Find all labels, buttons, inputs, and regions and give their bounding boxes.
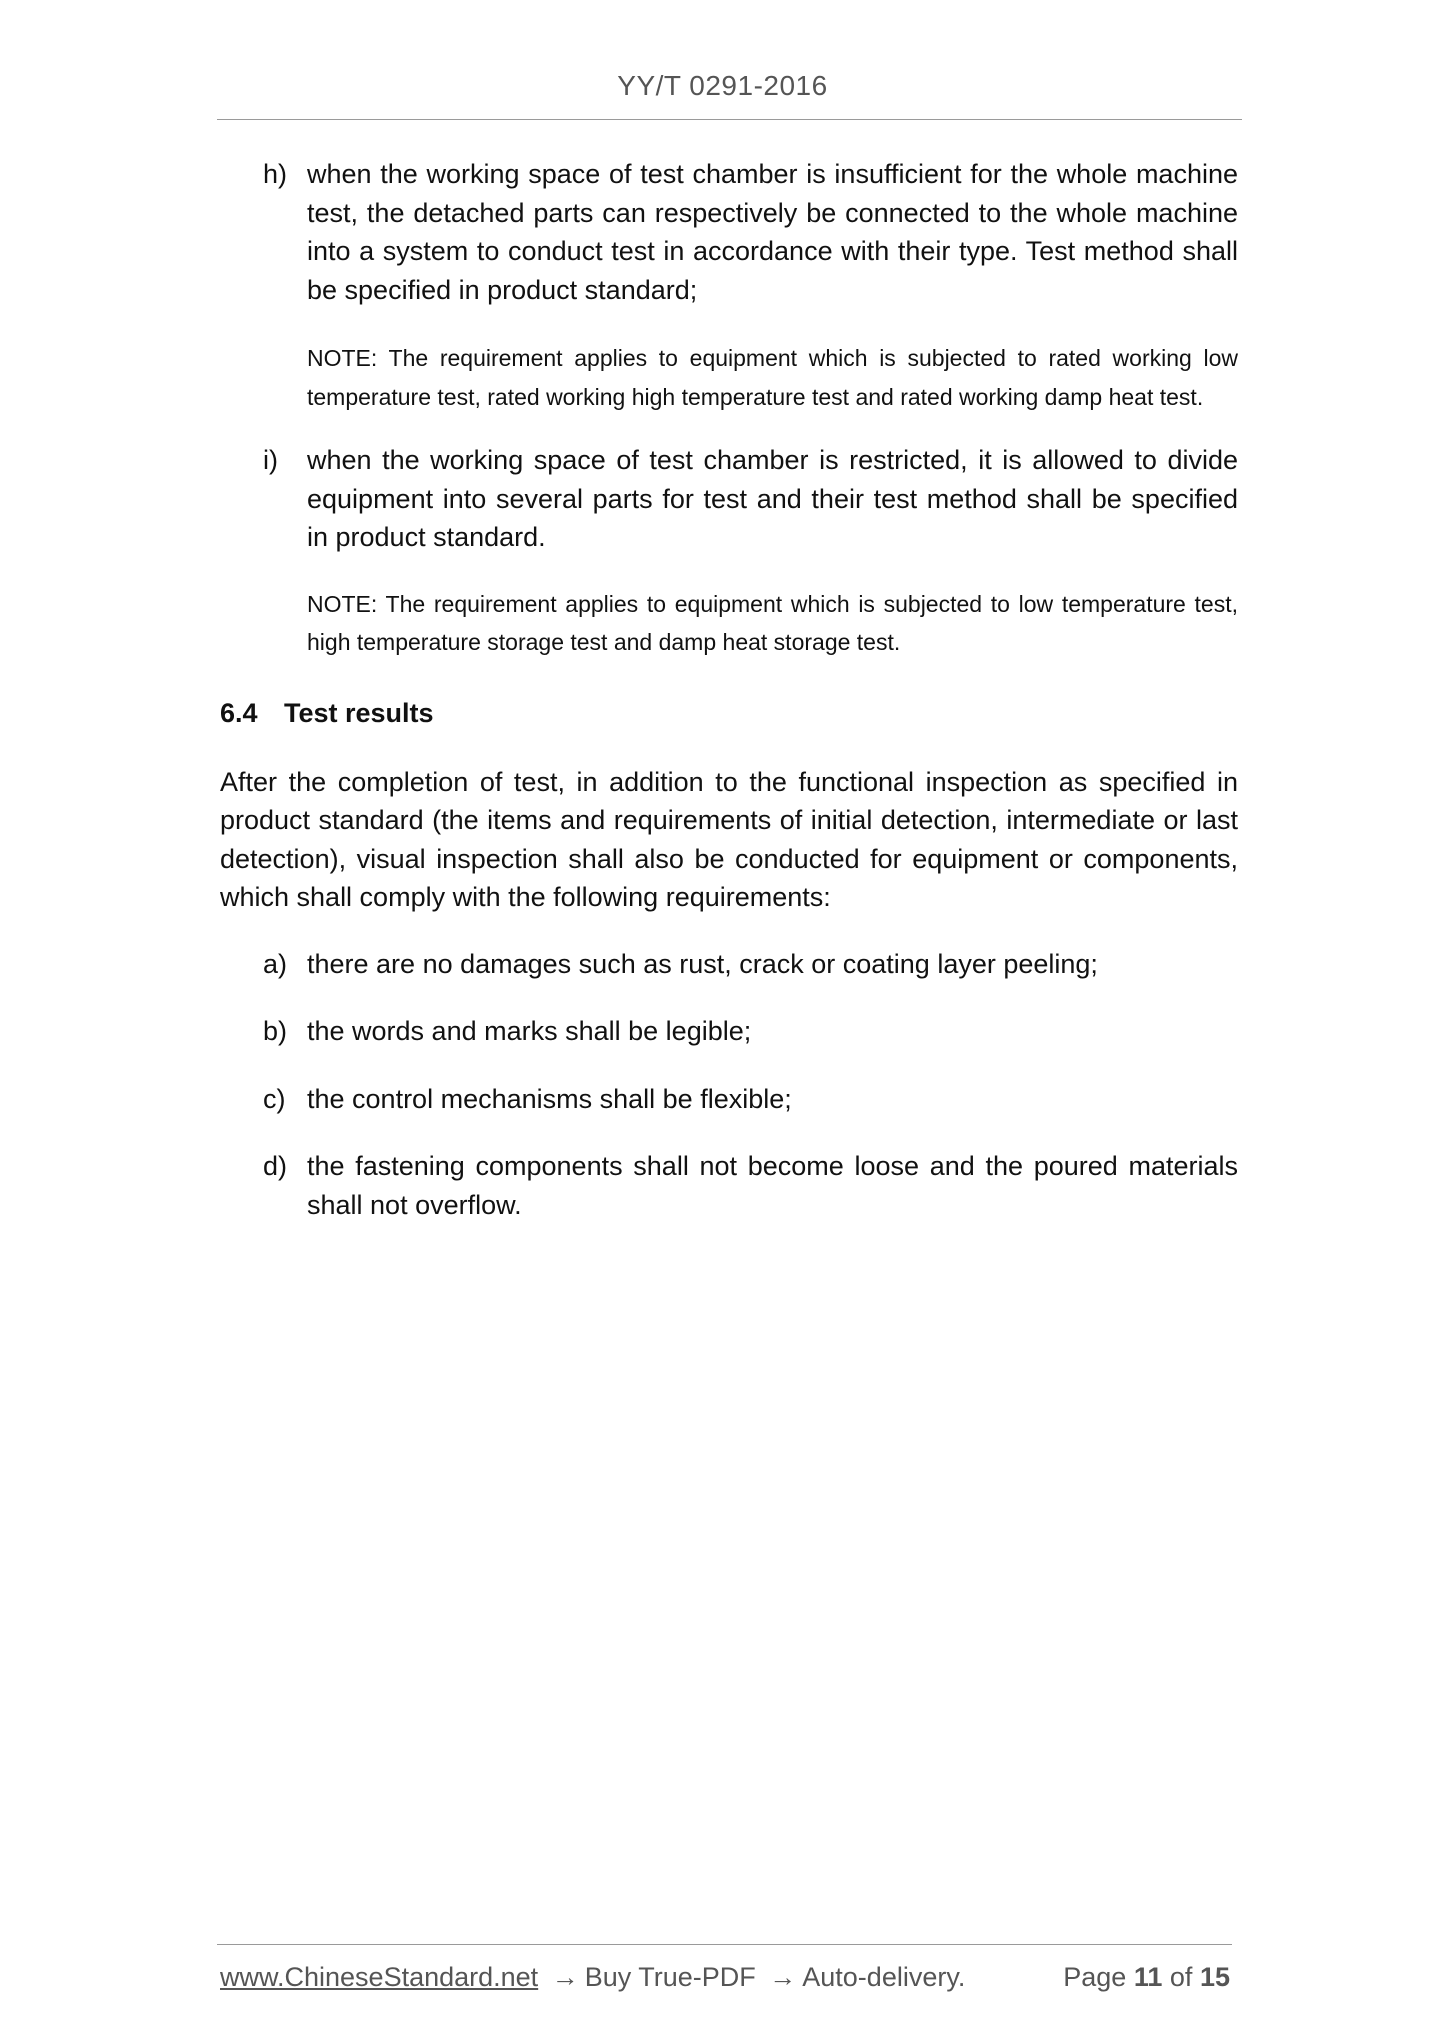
website-link[interactable]: www.ChineseStandard.net	[220, 1962, 539, 1992]
note-h: NOTE: The requirement applies to equipment which is subjected to rated working low temperature test, rated working high temperature test and rated working damp heat test.	[307, 345, 1238, 410]
list-marker: d)	[263, 1151, 288, 1181]
document-body	[220, 155, 1238, 1224]
list-item-h	[220, 155, 1238, 309]
list-item-d	[220, 1147, 1238, 1224]
page-label: Page	[1063, 1962, 1127, 1992]
footer-divider	[217, 1944, 1232, 1945]
buy-text: Buy True-PDF	[584, 1962, 756, 1992]
list-marker: b)	[263, 1016, 288, 1046]
list-item-text: the control mechanisms shall be flexible;	[307, 1083, 792, 1114]
list-item-text: the words and marks shall be legible;	[307, 1016, 752, 1046]
page-indicator	[1063, 1962, 1230, 1993]
document-header-title: YY/T 0291-2016	[617, 70, 828, 101]
page-current: 11	[1133, 1962, 1163, 1992]
section-heading	[220, 694, 1238, 732]
list-marker: h)	[263, 159, 288, 189]
list-item-c	[220, 1080, 1238, 1119]
list-item-i	[220, 441, 1238, 557]
list-item-a	[220, 945, 1238, 984]
list-item-text: there are no damages such as rust, crack or coating layer peeling;	[307, 948, 1098, 979]
list-item-text: when the working space of test chamber is insufficient for the whole machine test, the detached parts can respectively be connected to the whole machine into a system to conduct test in accordance with their type. Test method shall be specified in product standard;	[307, 159, 1238, 305]
list-marker: i)	[263, 445, 278, 475]
arrow-right-icon: →	[769, 1962, 797, 1992]
section-title: Test results	[284, 697, 434, 728]
list-item-text: when the working space of test chamber is restricted, it is allowed to divide equipment into several parts for test and their test method shall be specified in product standard.	[307, 445, 1238, 552]
section-number: 6.4	[220, 697, 258, 728]
page-of: of	[1169, 1962, 1193, 1992]
page-footer	[220, 1962, 1230, 1993]
note-i: NOTE: The requirement applies to equipment which is subjected to low temperature test, high temperature storage test and damp heat storage test.	[307, 590, 1238, 655]
arrow-right-icon: →	[551, 1962, 579, 1992]
list-marker: a)	[263, 948, 288, 979]
page-total: 15	[1199, 1962, 1230, 1992]
list-item-b	[220, 1012, 1238, 1051]
header-divider	[217, 119, 1242, 120]
list-marker: c)	[263, 1083, 286, 1114]
list-item-text: the fastening components shall not become loose and the poured materials shall not overflow.	[307, 1151, 1238, 1220]
delivery-text: Auto-delivery.	[802, 1962, 966, 1992]
section-paragraph: After the completion of test, in addition to the functional inspection as specified in product standard (the items and requirements of initial detection, intermediate or last detection), visual inspection shall also be conducted for equipment or components, which shall comply with the following requirements:	[220, 766, 1238, 912]
